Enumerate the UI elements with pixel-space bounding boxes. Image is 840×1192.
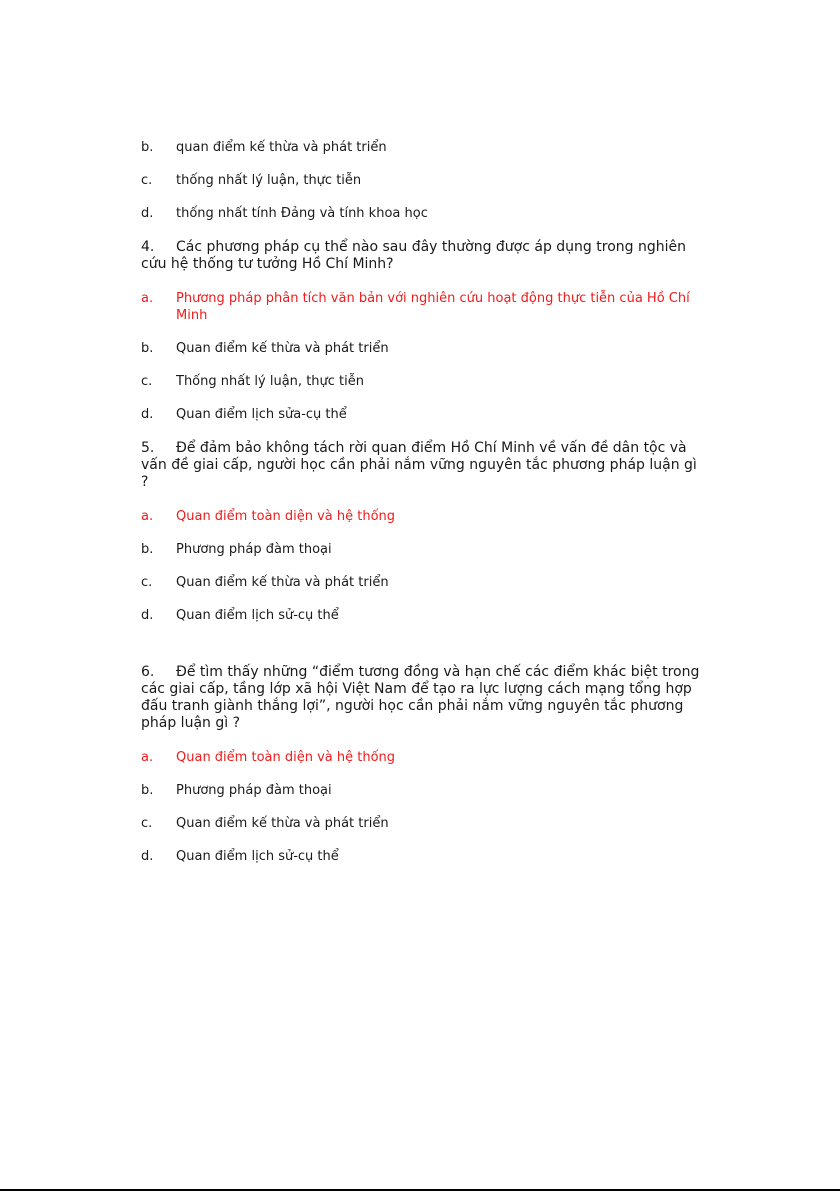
option-text: Quan điểm kế thừa và phát triển <box>176 575 389 590</box>
q5-option-a <box>141 508 701 525</box>
option-letter: d. <box>141 849 154 864</box>
question-number: 6. <box>141 664 155 680</box>
option-text: Quan điểm lịch sử-cụ thể <box>176 608 339 623</box>
q5-option-b <box>141 541 701 558</box>
q6-option-b <box>141 782 701 799</box>
option-letter: b. <box>141 341 154 356</box>
option-letter: d. <box>141 407 154 422</box>
option-text: Thống nhất lý luận, thực tiễn <box>176 374 364 389</box>
question-text: Các phương pháp cụ thể nào sau đây thường được áp dụng trong nghiên cứu hệ thống tư tưởng Hồ Chí Minh? <box>141 239 686 272</box>
question-text: Để đảm bảo không tách rời quan điểm Hồ Chí Minh về vấn đề dân tộc và vấn đề giai cấp, người học cần phải nắm vững nguyên tắc phương pháp luận gì ? <box>141 440 697 490</box>
option-letter: b. <box>141 542 154 557</box>
question-number: 5. <box>141 440 155 456</box>
option-text: Quan điểm lịch sửa-cụ thể <box>176 407 347 422</box>
q5-option-d <box>141 607 701 624</box>
option-letter: a. <box>141 509 154 524</box>
page-bottom-border <box>0 1189 840 1191</box>
question-text: Để tìm thấy những “điểm tương đồng và hạn chế các điểm khác biệt trong các giai cấp, tầng lớp xã hội Việt Nam để tạo ra lực lượng cách mạng tổng hợp đấu tranh giành thắng lợi”, người học cần phải nắm vững nguyên tắc phương pháp luận gì ? <box>141 664 700 731</box>
option-letter: c. <box>141 374 153 389</box>
q4-option-c <box>141 373 701 390</box>
question-5 <box>141 440 701 491</box>
q6-option-d <box>141 848 701 865</box>
option-letter: c. <box>141 816 153 831</box>
option-letter: c. <box>141 575 153 590</box>
question-6 <box>141 664 701 732</box>
option-letter: d. <box>141 608 154 623</box>
intro-option-c <box>141 172 701 189</box>
option-text: Phương pháp đàm thoại <box>176 783 332 798</box>
option-text: thống nhất lý luận, thực tiễn <box>176 173 362 188</box>
option-text: Quan điểm kế thừa và phát triển <box>176 816 389 831</box>
option-text: thống nhất tính Đảng và tính khoa học <box>176 206 428 221</box>
q4-option-d <box>141 406 701 423</box>
q6-option-c <box>141 815 701 832</box>
question-4 <box>141 239 701 273</box>
quiz-content <box>141 139 701 865</box>
q4-option-a <box>141 290 701 324</box>
option-letter: d. <box>141 206 154 221</box>
option-text: Quan điểm toàn diện và hệ thống <box>176 509 396 524</box>
option-letter: c. <box>141 173 153 188</box>
option-text: Quan điểm kế thừa và phát triển <box>176 341 389 356</box>
option-text: Quan điểm lịch sử-cụ thể <box>176 849 339 864</box>
option-letter: a. <box>141 291 154 306</box>
intro-option-b <box>141 139 701 156</box>
option-text: Phương pháp đàm thoại <box>176 542 332 557</box>
option-letter: a. <box>141 750 154 765</box>
question-number: 4. <box>141 239 155 255</box>
option-letter: b. <box>141 783 154 798</box>
option-text: quan điểm kế thừa và phát triển <box>176 140 387 155</box>
option-text: Quan điểm toàn diện và hệ thống <box>176 750 396 765</box>
q6-option-a <box>141 749 701 766</box>
intro-option-d <box>141 205 701 222</box>
q4-option-b <box>141 340 701 357</box>
option-text: Phương pháp phân tích văn bản với nghiên cứu hoạt động thực tiễn của Hồ Chí Minh <box>176 291 690 323</box>
option-letter: b. <box>141 140 154 155</box>
q5-option-c <box>141 574 701 591</box>
